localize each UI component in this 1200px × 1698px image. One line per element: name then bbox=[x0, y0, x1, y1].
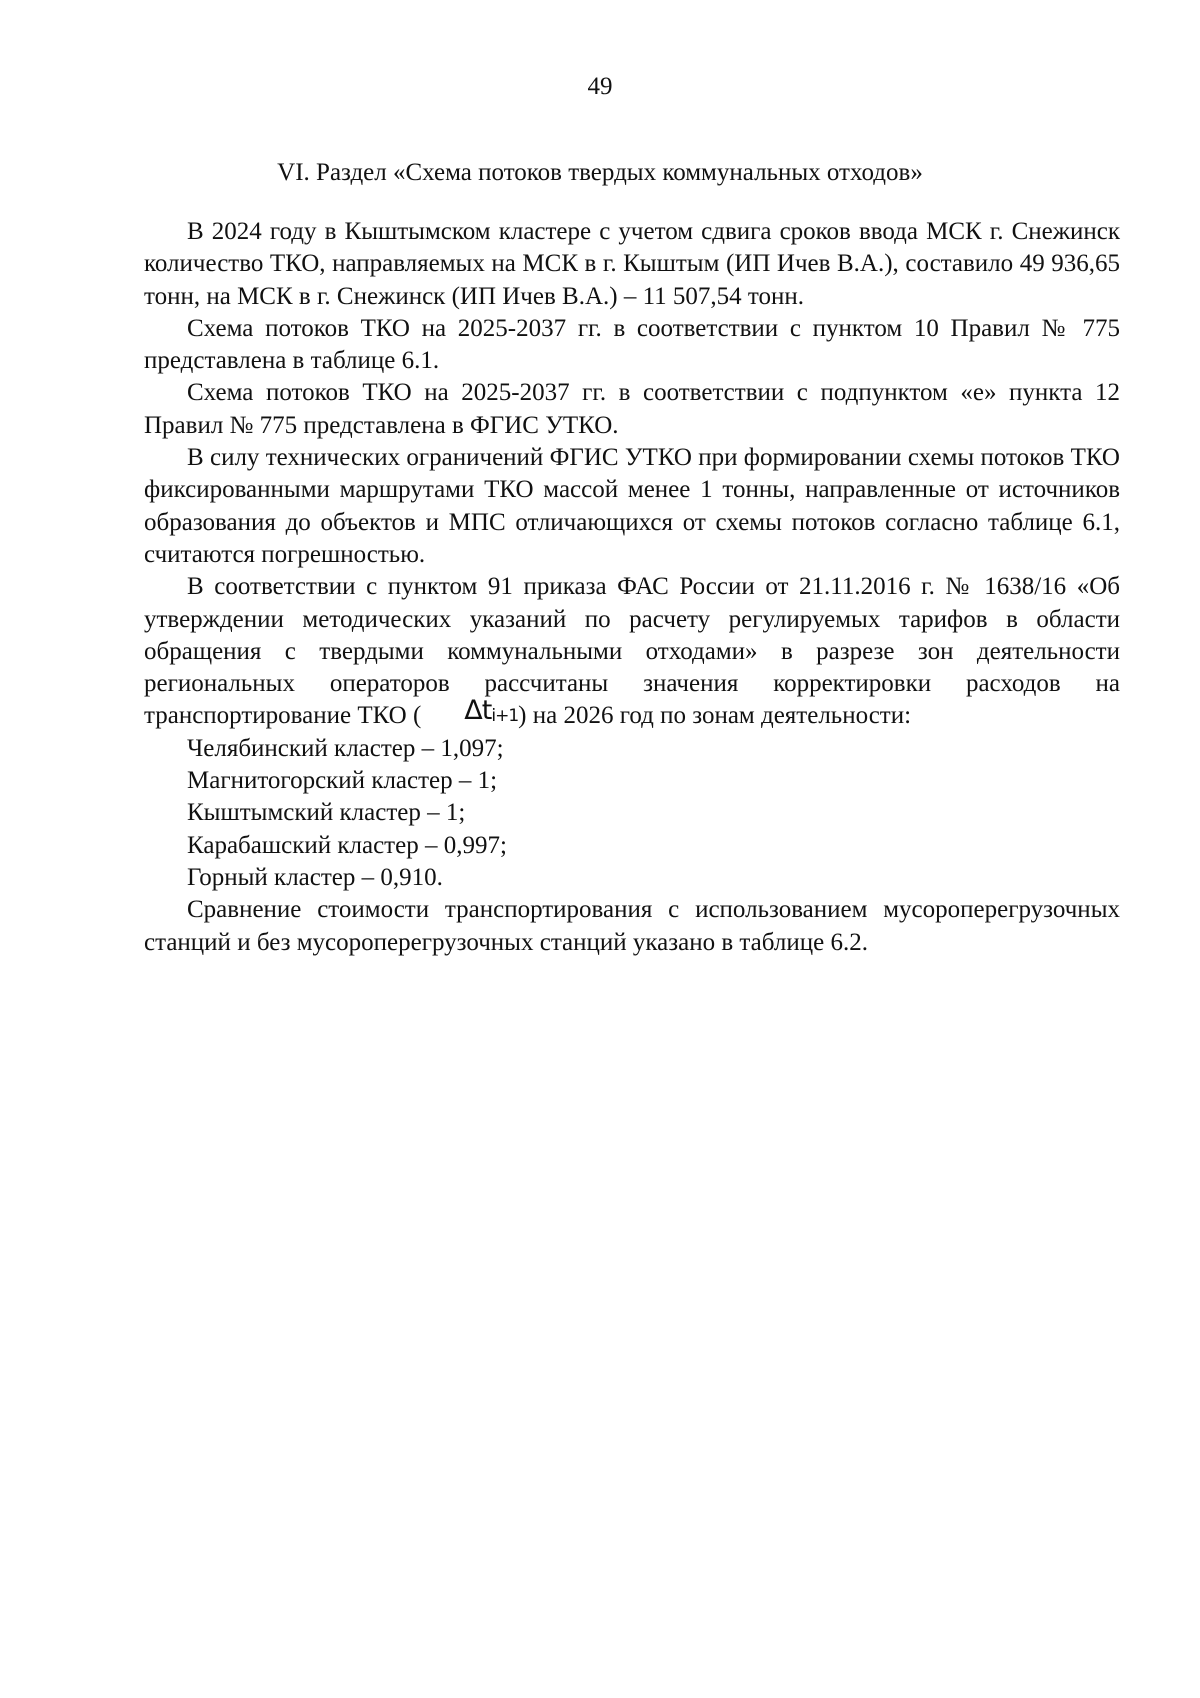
cluster-item: Магнитогорский кластер – 1; bbox=[187, 767, 498, 795]
cluster-item: Горный кластер – 0,910. bbox=[187, 863, 443, 891]
paragraph-kyshtym-volumes: В 2024 году в Кыштымском кластере с учетом сдвига сроков ввода МСК г. Снежинск количество ТКО, направляемых на МСК в г. Кыштым (ИП Ичев В.А.), составило 49 936,65 тонн, на МСК в г. Снежинск (ИП Ичев В.А.) – 11 507,54 тонн. bbox=[144, 218, 1120, 310]
formula-subscript: i+1 bbox=[491, 706, 519, 727]
delta-t-formula bbox=[421, 695, 519, 727]
paragraph-scheme-table: Схема потоков ТКО на 2025-2037 гг. в соответствии с пунктом 10 Правил № 775 представлена в таблице 6.1. bbox=[144, 314, 1120, 375]
cluster-item: Кыштымский кластер – 1; bbox=[187, 799, 466, 827]
paragraph-fas-order-text: В соответствии с пунктом 91 приказа ФАС России от 21.11.2016 г. № 1638/16 «Об утверждении методических указаний по расчету регулируемых тарифов в области обращения с твердыми коммунальными отходами» в разрезе зон деятельности региональных операторов рассчитаны значения корректировки расходов на транспортирование ТКО ( bbox=[144, 573, 1120, 730]
page-number: 49 bbox=[587, 73, 613, 100]
cluster-item: Карабашский кластер – 0,997; bbox=[187, 831, 507, 859]
paragraph-scheme-fgis: Схема потоков ТКО на 2025-2037 гг. в соответствии с подпунктом «е» пункта 12 Правил № 775 представлена в ФГИС УТКО. bbox=[144, 379, 1120, 439]
paragraph-fas-order bbox=[144, 571, 1120, 732]
cluster-item: Челябинский кластер – 1,097; bbox=[187, 734, 504, 762]
paragraph-technical-limits: В силу технических ограничений ФГИС УТКО при формировании схемы потоков ТКО фиксированными маршрутами ТКО массой менее 1 тонны, направленные от источников образования до объектов и МПС отличающихся от схемы потоков согласно таблице 6.1, считаются погрешностью. bbox=[144, 444, 1120, 568]
formula-main: Δt bbox=[464, 695, 492, 727]
paragraph-transport-comparison: Сравнение стоимости транспортирования с использованием мусороперегрузочных станций и без мусороперегрузочных станций указано в таблице 6.2. bbox=[144, 896, 1120, 956]
paragraph-fas-order-tail: ) на 2026 год по зонам деятельности: bbox=[518, 702, 912, 730]
document-body bbox=[144, 216, 1120, 959]
section-heading: VI. Раздел «Схема потоков твердых коммунальных отходов» bbox=[277, 159, 923, 186]
